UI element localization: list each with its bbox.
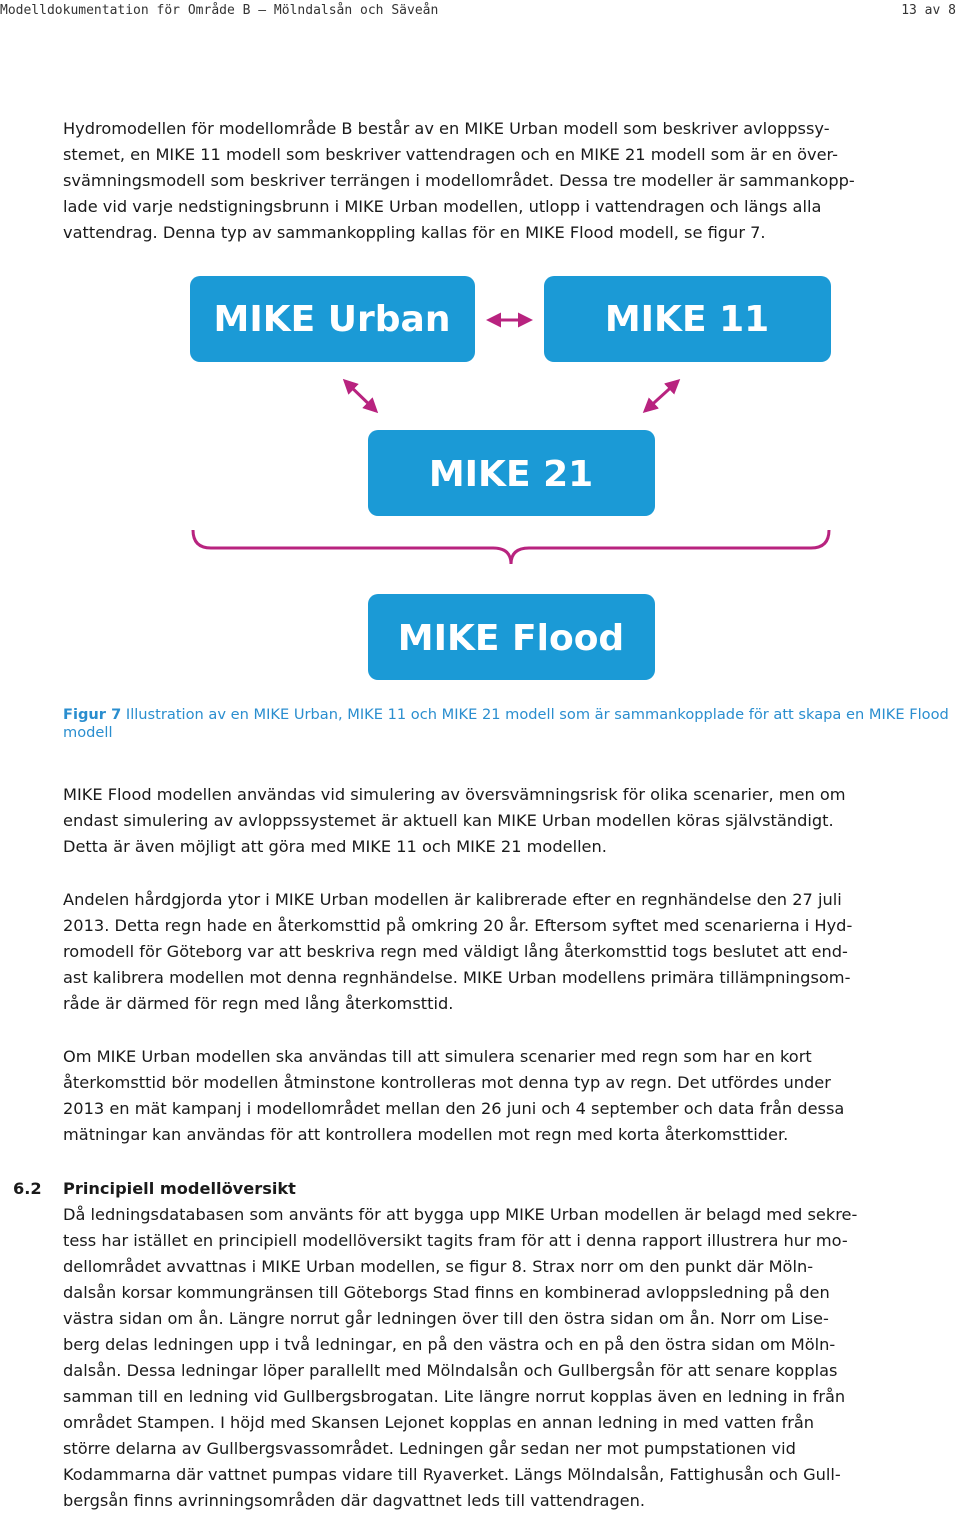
text-line: större delarna av Gullbergsvassområdet. Ledningen går sedan ner mot pumpstationen vid [63,1439,796,1458]
text-line: tess har istället en principiell modellöversikt tagits fram för att i denna rapport illustrera hur mo- [63,1231,848,1250]
text-line: Hydromodellen för modellområde B består av en MIKE Urban modell som beskriver avloppssy- [63,119,830,138]
arrow-11-21 [645,381,678,411]
text-line: Kodammarna där vattnet pumpas vidare till Ryaverket. Längs Mölndalsån, Fattighusån och Gull- [63,1465,841,1484]
caption-text: Illustration av en MIKE Urban, MIKE 11 och MIKE 21 modell som är sammankopplade för att skapa en MIKE Flood modell [63,706,949,741]
paragraph-short-rain [63,1044,948,1148]
caption-label: Figur 7 [63,706,122,723]
section-title: Principiell modellöversikt [63,1179,296,1198]
text-line: återkomsttid bör modellen åtminstone kontrolleras mot denna typ av regn. Det utfördes under [63,1073,831,1092]
text-line: endast simulering av avloppssystemet är aktuell kan MIKE Urban modellen köras självständigt. [63,811,834,830]
text-line: romodell för Göteborg var att beskriva regn med väldigt lång återkomsttid togs beslutet att end- [63,942,848,961]
text-line: Då ledningsdatabasen som använts för att bygga upp MIKE Urban modellen är belagd med sekre- [63,1205,858,1224]
text-line: vattendrag. Denna typ av sammankoppling kallas för en MIKE Flood modell, se figur 7. [63,223,766,242]
section-number: 6.2 [13,1179,42,1198]
text-line: dalsån. Dessa ledningar löper parallellt med Mölndalsån och Gullbergsån för att senare kopplas [63,1361,838,1380]
text-line: lade vid varje nedstigningsbrunn i MIKE Urban modellen, utlopp i vattendragen och längs alla [63,197,822,216]
arrow-urban-21 [345,381,376,411]
page-number: 13 av 8 [901,3,956,18]
text-line: 2013. Detta regn hade en återkomsttid på omkring 20 år. Eftersom syftet med scenarierna i Hyd- [63,916,853,935]
figure-caption [63,706,958,742]
mike-flood-label: MIKE Flood [397,618,625,659]
mike-flood-diagram [0,260,960,690]
text-line: berg delas ledningen upp i två ledningar, en på den västra och en på den östra sidan om Möln- [63,1335,836,1354]
text-line: råde är därmed för regn med lång återkomsttid. [63,994,454,1013]
curly-brace [193,530,829,564]
text-line: mätningar kan användas för att kontrollera modellen mot regn med korta återkomsttider. [63,1125,789,1144]
paragraph-calibration [63,887,948,1017]
text-line: samman till en ledning vid Gullbergsbrogatan. Lite längre norrut kopplas även en ledning in från [63,1387,846,1406]
text-line: stemet, en MIKE 11 modell som beskriver vattendragen och en MIKE 21 modell som är en över- [63,145,839,164]
paragraph-usage [63,782,948,860]
paragraph-overview [63,1202,948,1514]
text-line: MIKE Flood modellen användas vid simulering av översvämningsrisk för olika scenarier, men om [63,785,846,804]
text-line: dalsån korsar kommungränsen till Göteborgs Stad finns en kombinerad avloppsledning på den [63,1283,830,1302]
text-line: Andelen hårdgjorda ytor i MIKE Urban modellen är kalibrerade efter en regnhändelse den 27 juli [63,890,842,909]
text-line: ast kalibrera modellen mot denna regnhändelse. MIKE Urban modellens primära tillämpningsom- [63,968,851,987]
text-line: dellområdet avvattnas i MIKE Urban modellen, se figur 8. Strax norr om den punkt där Möln- [63,1257,814,1276]
mike-urban-label: MIKE Urban [213,299,451,340]
text-line: västra sidan om ån. Längre norrut går ledningen över till den östra sidan om ån. Norr om Lise- [63,1309,829,1328]
text-line: 2013 en mät kampanj i modellområdet mellan den 26 juni och 4 september och data från dessa [63,1099,845,1118]
text-line: svämningsmodell som beskriver terrängen i modellområdet. Dessa tre modeller är sammankopp- [63,171,855,190]
text-line: området Stampen. I höjd med Skansen Lejonet kopplas en annan ledning in med vatten från [63,1413,815,1432]
text-line: Om MIKE Urban modellen ska användas till att simulera scenarier med regn som har en kort [63,1047,812,1066]
text-line: Detta är även möjligt att göra med MIKE 11 och MIKE 21 modellen. [63,837,607,856]
mike-11-label: MIKE 11 [604,299,770,340]
mike-21-label: MIKE 21 [428,454,594,495]
running-header-title: Modelldokumentation för Område B – Mölndalsån och Säveån [0,3,439,18]
paragraph-intro [63,116,948,246]
text-line: bergsån finns avrinningsområden där dagvattnet leds till vattendragen. [63,1491,646,1510]
